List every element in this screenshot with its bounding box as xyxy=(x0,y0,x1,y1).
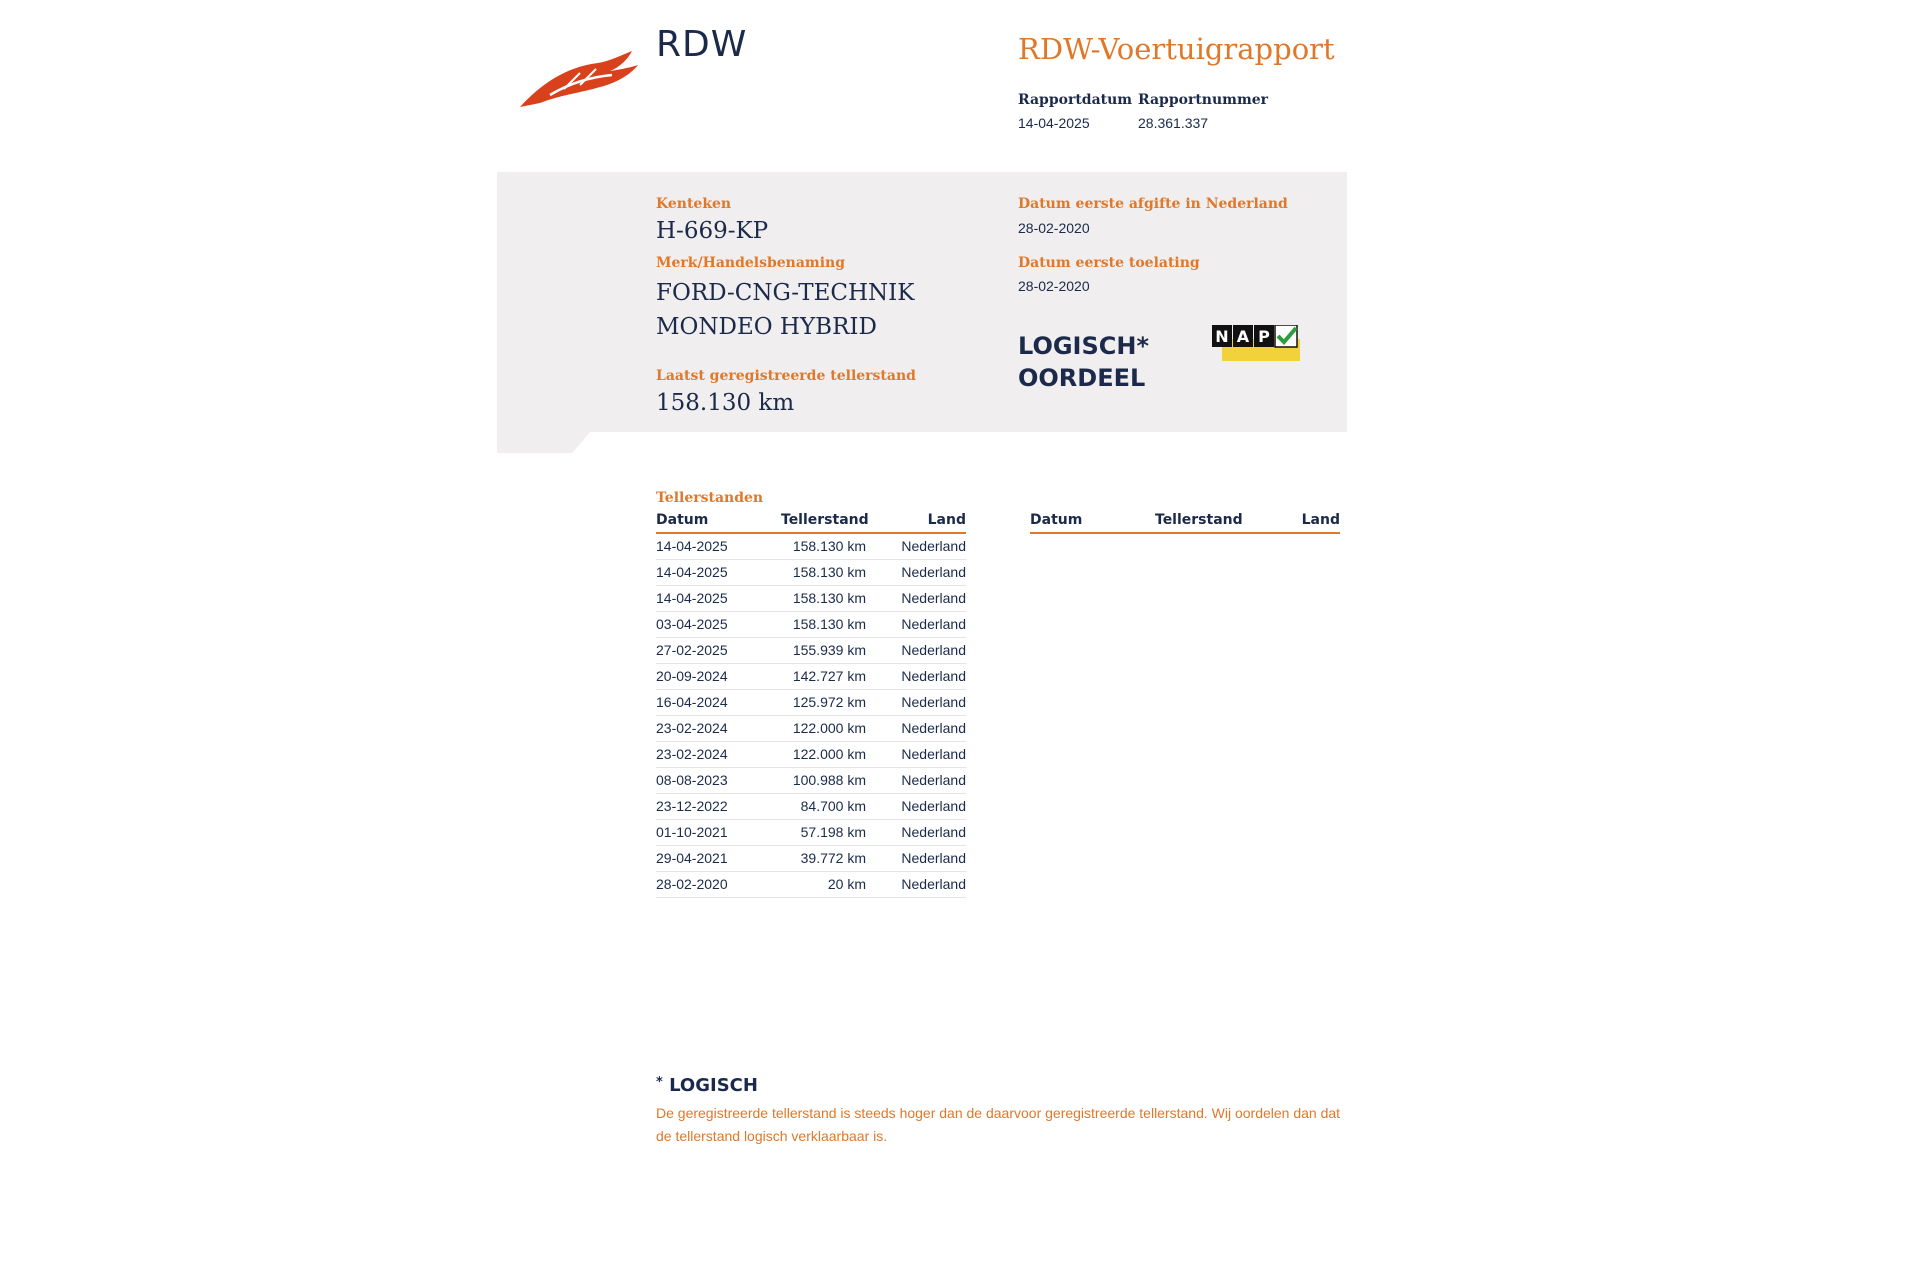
readings-table-body xyxy=(656,534,966,898)
first-issue-nl-date: 28-02-2020 xyxy=(1018,220,1090,236)
reading-country: Nederland xyxy=(901,720,966,736)
reading-date: 14-04-2025 xyxy=(656,538,728,554)
reading-date: 28-02-2020 xyxy=(656,876,728,892)
table-row xyxy=(656,690,966,716)
reading-date: 08-08-2023 xyxy=(656,772,728,788)
report-title: RDW-Voertuigrapport xyxy=(1018,32,1335,66)
readings-table-second xyxy=(1030,512,1340,534)
reading-country: Nederland xyxy=(901,772,966,788)
report-date: 14-04-2025 xyxy=(1018,115,1090,131)
reading-odometer: 20 km xyxy=(827,876,866,892)
reading-country: Nederland xyxy=(901,538,966,554)
readings-table-second-header xyxy=(1030,512,1340,534)
plate-number: H-669-KP xyxy=(656,218,769,244)
table-row xyxy=(656,664,966,690)
reading-odometer: 155.939 km xyxy=(792,642,866,658)
first-admission-label: Datum eerste toelating xyxy=(1018,255,1200,271)
readings-table-header xyxy=(656,512,966,534)
col-header-country: Land xyxy=(1301,512,1340,528)
reading-odometer: 142.727 km xyxy=(792,668,866,684)
reading-country: Nederland xyxy=(901,642,966,658)
verdict-label: OORDEEL xyxy=(1018,364,1146,392)
readings-title: Tellerstanden xyxy=(656,490,764,506)
table-row xyxy=(656,820,966,846)
verdict-status: LOGISCH* xyxy=(1018,332,1150,360)
reading-date: 14-04-2025 xyxy=(656,590,728,606)
reading-date: 23-12-2022 xyxy=(656,798,728,814)
reading-odometer: 57.198 km xyxy=(800,824,866,840)
report-date-label: Rapportdatum xyxy=(1018,92,1133,108)
col-header-odometer: Tellerstand xyxy=(781,512,869,528)
reading-country: Nederland xyxy=(901,590,966,606)
reading-country: Nederland xyxy=(901,694,966,710)
reading-date: 29-04-2021 xyxy=(656,850,728,866)
table-row xyxy=(656,872,966,898)
reading-odometer: 100.988 km xyxy=(792,772,866,788)
col-header-odometer: Tellerstand xyxy=(1155,512,1243,528)
reading-country: Nederland xyxy=(901,616,966,632)
reading-odometer: 122.000 km xyxy=(792,746,866,762)
first-admission-date: 28-02-2020 xyxy=(1018,278,1090,294)
table-row xyxy=(656,534,966,560)
rdw-logo-icon xyxy=(520,45,638,113)
nap-letter-p: P xyxy=(1258,327,1270,346)
footnote-text: De geregistreerde tellerstand is steeds hoger dan de daarvoor geregistreerde tellerstand. Wij oordelen dan dat de tellerstand logisch verklaarbaar is. xyxy=(656,1105,1341,1144)
report-number: 28.361.337 xyxy=(1138,115,1209,131)
reading-date: 16-04-2024 xyxy=(656,694,728,710)
reading-odometer: 122.000 km xyxy=(792,720,866,736)
reading-odometer: 158.130 km xyxy=(792,564,866,580)
report-number-label: Rapportnummer xyxy=(1138,92,1269,108)
col-header-date: Datum xyxy=(656,512,709,528)
make-label: Merk/Handelsbenaming xyxy=(656,255,846,271)
verdict xyxy=(1018,330,1149,394)
table-row xyxy=(656,768,966,794)
table-row xyxy=(656,638,966,664)
reading-odometer: 39.772 km xyxy=(800,850,866,866)
reading-date: 23-02-2024 xyxy=(656,746,728,762)
reading-country: Nederland xyxy=(901,798,966,814)
reading-odometer: 84.700 km xyxy=(800,798,866,814)
reading-date: 23-02-2024 xyxy=(656,720,728,736)
table-row xyxy=(656,560,966,586)
brand-name: RDW xyxy=(656,24,748,65)
table-row xyxy=(656,846,966,872)
reading-country: Nederland xyxy=(901,850,966,866)
footnote-title xyxy=(656,1075,758,1096)
odometer-value: 158.130 km xyxy=(656,390,795,416)
panel-tab xyxy=(497,431,591,453)
reading-country: Nederland xyxy=(901,824,966,840)
reading-date: 03-04-2025 xyxy=(656,616,728,632)
table-row xyxy=(656,742,966,768)
reading-date: 27-02-2025 xyxy=(656,642,728,658)
readings-table xyxy=(656,512,966,898)
col-header-date: Datum xyxy=(1030,512,1083,528)
odometer-label: Laatst geregistreerde tellerstand xyxy=(656,368,916,384)
reading-country: Nederland xyxy=(901,668,966,684)
reading-date: 20-09-2024 xyxy=(656,668,728,684)
reading-country: Nederland xyxy=(901,746,966,762)
col-header-country: Land xyxy=(927,512,966,528)
table-row xyxy=(656,794,966,820)
plate-label: Kenteken xyxy=(656,196,732,212)
nap-letter-n: N xyxy=(1215,327,1229,346)
reading-country: Nederland xyxy=(901,876,966,892)
reading-odometer: 158.130 km xyxy=(792,538,866,554)
nap-letter-a: A xyxy=(1236,327,1250,346)
nap-check-icon xyxy=(1212,325,1302,363)
table-row xyxy=(656,586,966,612)
footnote-asterisk: * xyxy=(656,1075,663,1090)
reading-date: 14-04-2025 xyxy=(656,564,728,580)
footnote-heading: LOGISCH xyxy=(669,1075,758,1096)
reading-odometer: 125.972 km xyxy=(792,694,866,710)
make-line2: MONDEO HYBRID xyxy=(656,314,877,340)
table-row xyxy=(656,612,966,638)
reading-odometer: 158.130 km xyxy=(792,616,866,632)
reading-odometer: 158.130 km xyxy=(792,590,866,606)
reading-country: Nederland xyxy=(901,564,966,580)
first-issue-nl-label: Datum eerste afgifte in Nederland xyxy=(1018,196,1288,212)
reading-date: 01-10-2021 xyxy=(656,824,728,840)
make-line1: FORD-CNG-TECHNIK xyxy=(656,280,915,306)
table-row xyxy=(656,716,966,742)
